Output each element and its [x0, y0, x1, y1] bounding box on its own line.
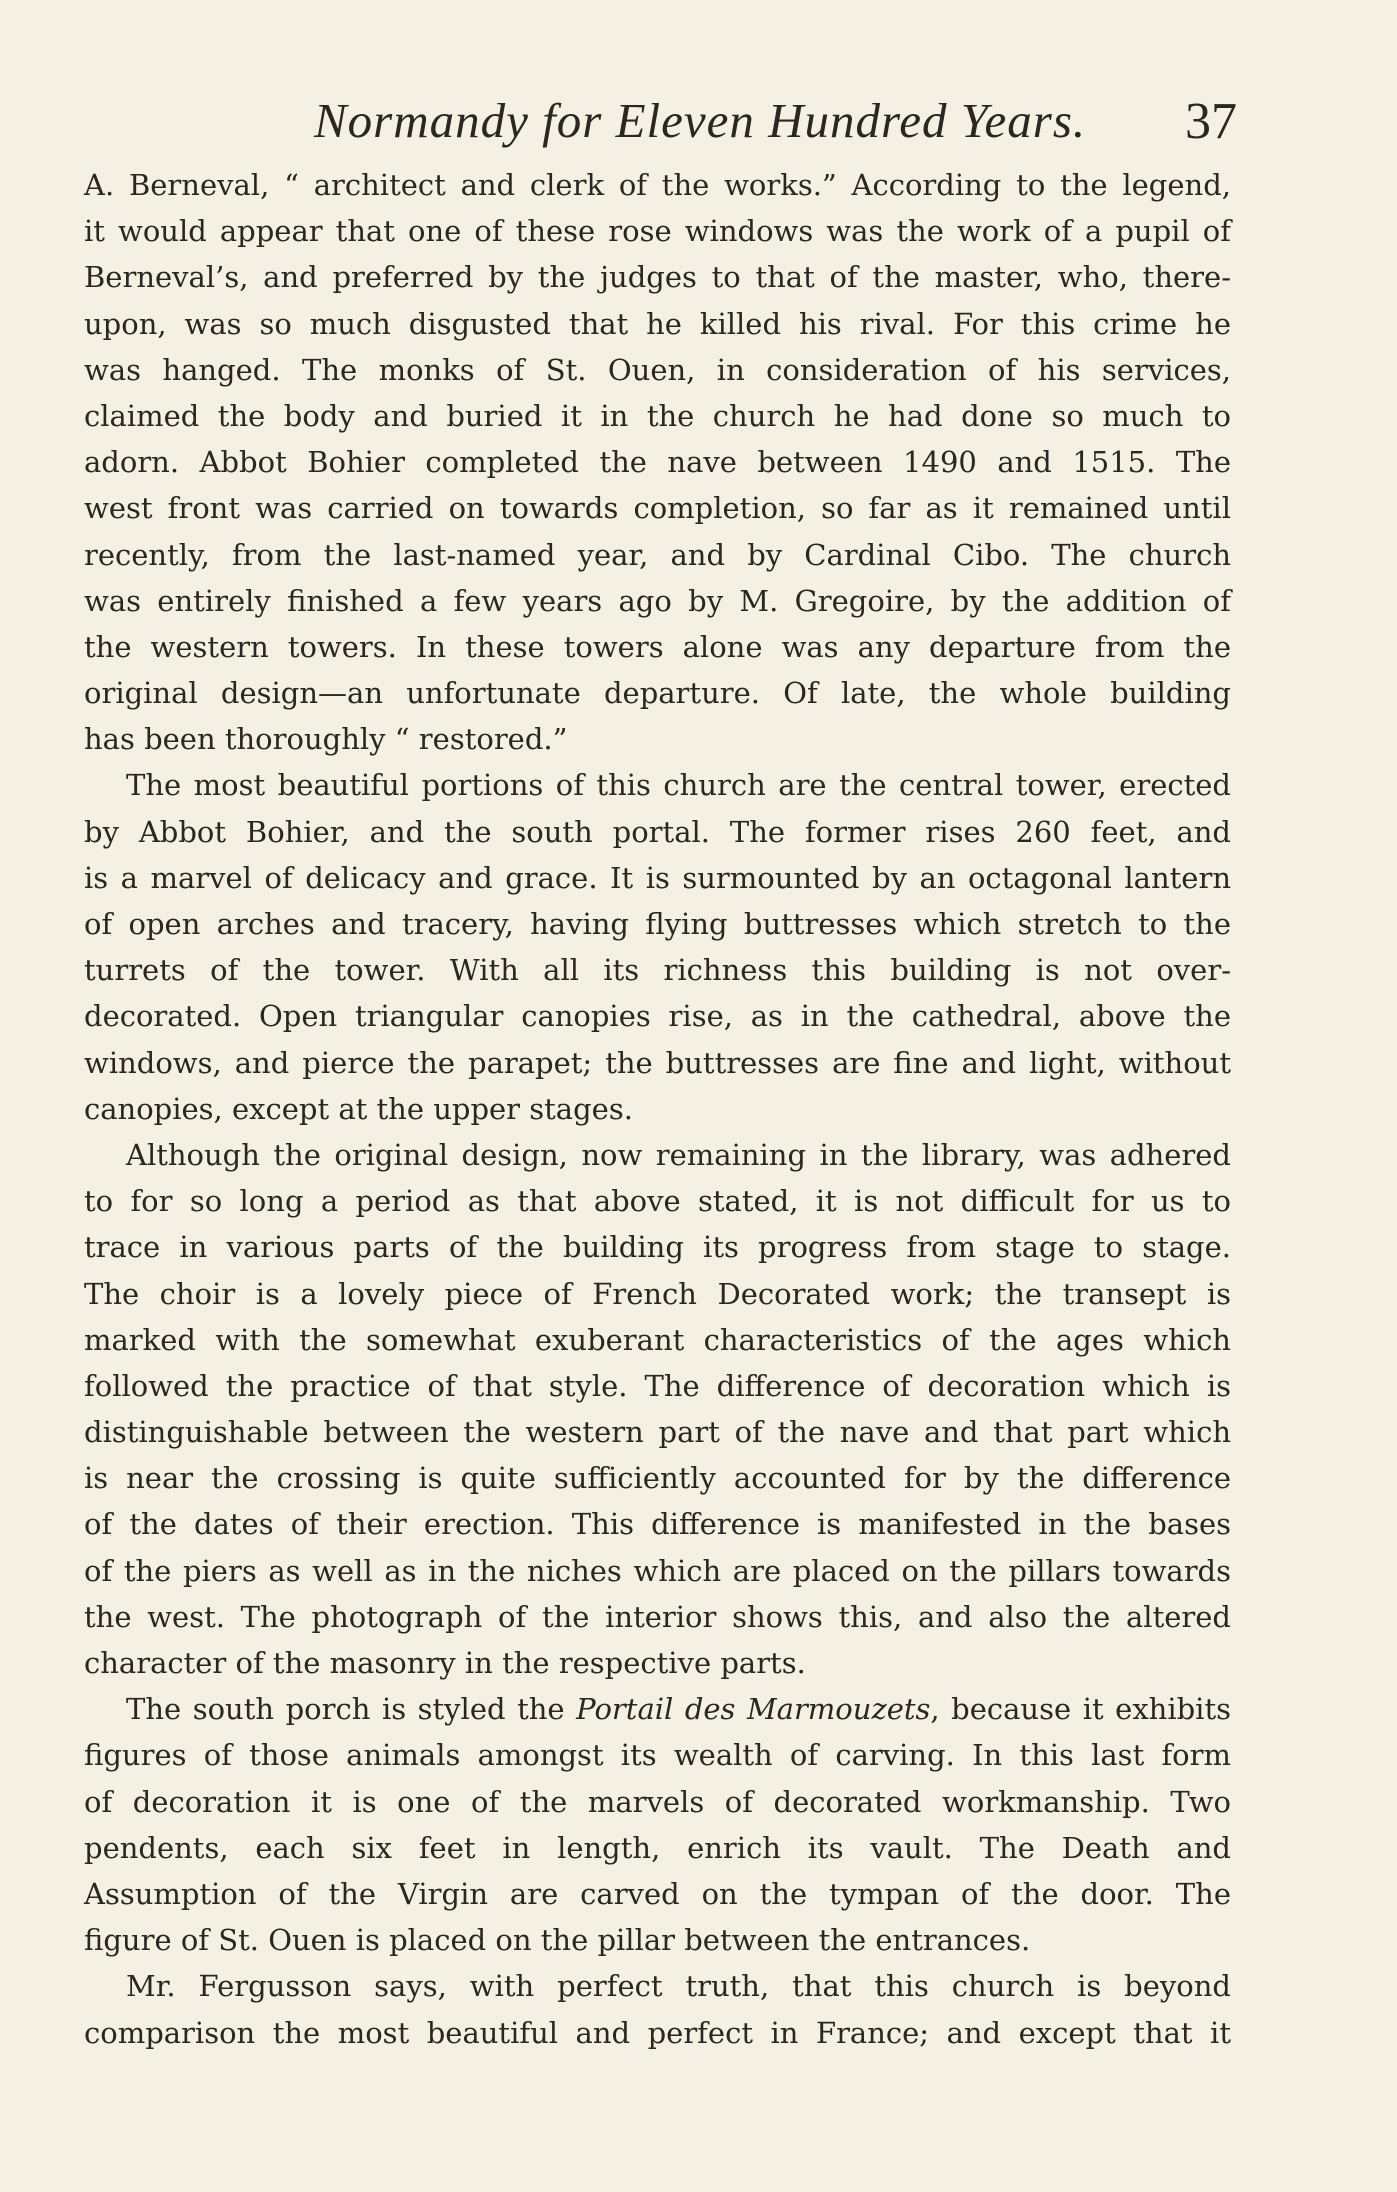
text-line: decorated. Open triangular canopies rise, as in the cathedral, above the [84, 999, 1231, 1034]
text-line: followed the practice of that style. The difference of decoration which is [84, 1368, 1231, 1403]
text-line: recently, from the last-named year, and by Cardinal Cibo. The church [84, 537, 1231, 572]
running-head [84, 92, 1237, 152]
text-line: is a marvel of delicacy and grace. It is surmounted by an octagonal lantern [84, 860, 1231, 895]
body-text [84, 162, 1231, 2056]
paragraph [84, 162, 1231, 762]
text-line: of open arches and tracery, having flying buttresses which stretch to the [84, 907, 1231, 941]
text-line: upon, was so much disgusted that he killed his rival. For this crime he [84, 306, 1231, 341]
text-line: is near the crossing is quite sufficiently accounted for by the difference [84, 1461, 1231, 1496]
text-line: windows, and pierce the parapet; the buttresses are fine and light, without [84, 1045, 1231, 1080]
text-line: of the piers as well as in the niches which are placed on the pillars towards [84, 1553, 1231, 1588]
text-line: was entirely finished a few years ago by M. Gregoire, by the addition of [84, 583, 1231, 618]
text-line: The choir is a lovely piece of French Decorated work; the transept is [84, 1276, 1231, 1311]
text-line: original design—an unfortunate departure. Of late, the whole building [84, 676, 1231, 711]
text-line: has been thoroughly “ restored.” [84, 722, 568, 757]
paragraph [84, 1963, 1231, 2055]
paragraph [84, 1132, 1231, 1686]
text-line: by Abbot Bohier, and the south portal. The former rises 260 feet, and [84, 814, 1231, 849]
text-line: claimed the body and buried it in the church he had done so much to [84, 398, 1231, 433]
text-line: to for so long a period as that above stated, it is not difficult for us to [84, 1184, 1231, 1219]
page-number: 37 [1185, 93, 1237, 150]
text-line: canopies, except at the upper stages. [84, 1091, 633, 1126]
paragraph [84, 762, 1231, 1132]
text-line: pendents, each six feet in length, enrich its vault. The Death and [84, 1830, 1231, 1865]
running-title: Normandy for Eleven Hundred Years. [314, 93, 1087, 148]
text-line: the west. The photograph of the interior shows this, and also the altered [84, 1599, 1231, 1634]
text-line: A. Berneval, “ architect and clerk of the works.” According to the legend, [84, 168, 1231, 202]
text-line: Although the original design, now remaining in the library, was adhered [126, 1137, 1231, 1172]
text-line: Mr. Fergusson says, with perfect truth, that this church is beyond [126, 1969, 1231, 2004]
text-line: Assumption of the Virgin are carved on the tympan of the door. The [84, 1876, 1231, 1911]
text-line: The south porch is styled the Portail des Marmouzets, because it exhibits [126, 1692, 1231, 1727]
text-line: The most beautiful portions of this church are the central tower, erected [126, 768, 1231, 803]
text-line: figures of those animals amongst its wealth of carving. In this last form [84, 1738, 1231, 1773]
text-line: west front was carried on towards completion, so far as it remained until [84, 491, 1231, 526]
text-line: of the dates of their erection. This difference is manifested in the bases [84, 1507, 1231, 1542]
text-line: character of the masonry in the respective parts. [84, 1646, 806, 1680]
text-line: distinguishable between the western part of the nave and that part which [84, 1415, 1231, 1450]
text-line: turrets of the tower. With all its richness this building is not over- [84, 953, 1231, 988]
text-line: figure of St. Ouen is placed on the pillar between the entrances. [84, 1923, 1031, 1958]
text-line: comparison the most beautiful and perfect in France; and except that it [84, 2015, 1231, 2050]
text-line: was hanged. The monks of St. Ouen, in consideration of his services, [84, 352, 1231, 387]
text-line: the western towers. In these towers alone was any departure from the [84, 629, 1231, 664]
text-line: marked with the somewhat exuberant characteristics of the ages which [84, 1322, 1231, 1357]
text-line: it would appear that one of these rose windows was the work of a pupil of [84, 214, 1231, 249]
text-line: trace in various parts of the building its progress from stage to stage. [84, 1230, 1231, 1265]
paragraph [84, 1686, 1231, 1963]
italic-phrase: Portail des Marmouzets [576, 1692, 931, 1727]
text-line: of decoration it is one of the marvels of decorated workmanship. Two [84, 1784, 1231, 1819]
text-line: adorn. Abbot Bohier completed the nave between 1490 and 1515. The [84, 445, 1231, 480]
text-line: Berneval’s, and preferred by the judges to that of the master, who, there- [84, 260, 1231, 295]
